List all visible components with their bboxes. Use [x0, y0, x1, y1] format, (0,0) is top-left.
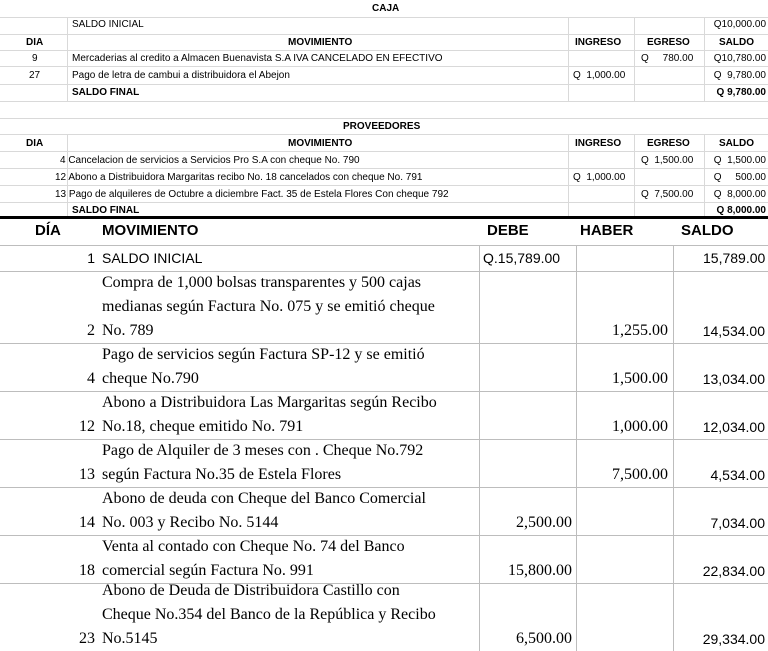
- caja-saldo-final-value: Q 9,780.00: [716, 87, 766, 98]
- caja-header-saldo: SALDO: [719, 37, 754, 48]
- libro-row-line: Venta al contado con Cheque No. 74 del Banco: [102, 538, 405, 555]
- libro-row-saldo: 7,034.00: [710, 515, 765, 531]
- caja-row-saldo: Q10,780.00: [713, 53, 766, 64]
- libro-row-dia: 1: [87, 250, 95, 266]
- proveedores-row-movimiento: 13 Pago de alquileres de Octubre a diciembre Fact. 35 de Estela Flores Con cheque 792: [55, 189, 449, 200]
- caja-saldo-inicial-label: SALDO INICIAL: [72, 19, 144, 30]
- proveedores-row-egreso: Q 7,500.00: [641, 189, 694, 200]
- caja-header-ingreso: INGRESO: [575, 37, 622, 48]
- caja-row-egreso: Q 780.00: [641, 53, 694, 64]
- proveedores-row-ingreso: Q 1,000.00: [573, 172, 626, 183]
- libro-row-line: No. 003 y Recibo No. 5144: [102, 514, 279, 531]
- libro-row-movimiento: SALDO INICIAL: [102, 250, 203, 266]
- libro-row-line: Cheque No.354 del Banco de la República y Recibo: [102, 606, 436, 623]
- libro-row-saldo: 29,334.00: [702, 631, 765, 647]
- section-divider: [0, 216, 768, 219]
- libro-row-line: según Factura No.35 de Estela Flores: [102, 466, 342, 483]
- libro-row-line: Compra de 1,000 bolsas transparentes y 500 cajas: [102, 274, 422, 291]
- caja-row-dia: 9: [32, 53, 38, 64]
- libro-row-haber: 7,500.00: [612, 466, 668, 483]
- libro-row-saldo: 22,834.00: [702, 563, 765, 579]
- proveedores-header-ingreso: INGRESO: [575, 138, 622, 149]
- caja-header-dia: DIA: [26, 37, 44, 48]
- proveedores-header-egreso: EGRESO: [647, 138, 690, 149]
- libro-row-saldo: 13,034.00: [702, 371, 765, 387]
- libro-header-debe: DEBE: [487, 222, 529, 239]
- libro-header-dia: DÍA: [35, 222, 61, 239]
- caja-title: CAJA: [372, 3, 400, 14]
- proveedores-saldo-final-value: Q 8,000.00: [716, 205, 766, 216]
- proveedores-header-dia: DIA: [26, 138, 44, 149]
- libro-row-line: No.5145: [102, 630, 158, 647]
- libro-row-line: cheque No.790: [102, 370, 199, 387]
- libro-header-haber: HABER: [580, 222, 634, 239]
- libro-row-haber: 1,000.00: [612, 418, 668, 435]
- libro-row-saldo: 15,789.00: [703, 250, 766, 266]
- caja-saldo-final-label: SALDO FINAL: [72, 87, 140, 98]
- proveedores-saldo-final-label: SALDO FINAL: [72, 205, 140, 216]
- libro-row-dia: 23: [79, 630, 95, 647]
- proveedores-title: PROVEEDORES: [343, 121, 421, 132]
- libro-row-line: No.18, cheque emitido No. 791: [102, 418, 304, 435]
- libro-row-dia: 14: [79, 514, 95, 531]
- libro-row-line: Pago de servicios según Factura SP-12 y se emitió: [102, 346, 425, 363]
- caja-row-dia: 27: [29, 70, 41, 81]
- libro-row-debe: Q.15,789.00: [483, 250, 561, 266]
- libro-row-saldo: 14,534.00: [702, 323, 765, 339]
- libro-row-debe: 2,500.00: [516, 514, 572, 531]
- proveedores-row-saldo: Q 8,000.00: [713, 189, 766, 200]
- libro-row-dia: 4: [87, 370, 95, 387]
- libro-row-line: comercial según Factura No. 991: [102, 562, 314, 579]
- libro-row-line: Abono de Deuda de Distribuidora Castillo con: [102, 582, 400, 599]
- caja-header-egreso: EGRESO: [647, 37, 690, 48]
- proveedores-row-movimiento: 4 Cancelacion de servicios a Servicios Pro S.A con cheque No. 790: [60, 155, 360, 166]
- libro-row-line: Abono de deuda con Cheque del Banco Comercial: [102, 490, 426, 507]
- proveedores-row-saldo: Q 500.00: [713, 172, 766, 183]
- libro-header-saldo: SALDO: [681, 222, 734, 239]
- libro-row-debe: 6,500.00: [516, 630, 572, 647]
- libro-row-dia: 18: [79, 562, 95, 579]
- libro-row-line: medianas según Factura No. 075 y se emitió cheque: [102, 298, 435, 315]
- proveedores-row-egreso: Q 1,500.00: [641, 155, 694, 166]
- libro-row-saldo: 4,534.00: [710, 467, 765, 483]
- libro-header-movimiento: MOVIMIENTO: [102, 222, 199, 239]
- libro-row-haber: 1,500.00: [612, 370, 668, 387]
- caja-row-movimiento: Mercaderias al credito a Almacen Buenavista S.A IVA CANCELADO EN EFECTIVO: [72, 53, 443, 64]
- libro-row-haber: 1,255.00: [612, 322, 668, 339]
- spreadsheet-region: [0, 0, 768, 216]
- proveedores-header-saldo: SALDO: [719, 138, 754, 149]
- proveedores-row-movimiento: 12 Abono a Distribuidora Margaritas recibo No. 18 cancelados con cheque No. 791: [55, 172, 423, 183]
- caja-row-movimiento: Pago de letra de cambui a distribuidora el Abejon: [72, 70, 290, 81]
- libro-row-debe: 15,800.00: [508, 562, 572, 579]
- libro-row-saldo: 12,034.00: [702, 419, 765, 435]
- caja-row-saldo: Q 9,780.00: [713, 70, 766, 81]
- caja-saldo-inicial-value: Q10,000.00: [713, 19, 766, 30]
- libro-row-line: Abono a Distribuidora Las Margaritas según Recibo: [102, 394, 437, 411]
- caja-header-movimiento: MOVIMIENTO: [288, 37, 353, 48]
- libro-row-line: Pago de Alquiler de 3 meses con . Cheque No.792: [102, 442, 424, 459]
- proveedores-row-saldo: Q 1,500.00: [713, 155, 766, 166]
- caja-row-ingreso: Q 1,000.00: [573, 70, 626, 81]
- libro-row-dia: 2: [87, 322, 95, 339]
- libro-row-dia: 12: [79, 418, 95, 435]
- libro-row-dia: 13: [79, 466, 95, 483]
- libro-row-line: No. 789: [102, 322, 154, 339]
- proveedores-header-movimiento: MOVIMIENTO: [288, 138, 353, 149]
